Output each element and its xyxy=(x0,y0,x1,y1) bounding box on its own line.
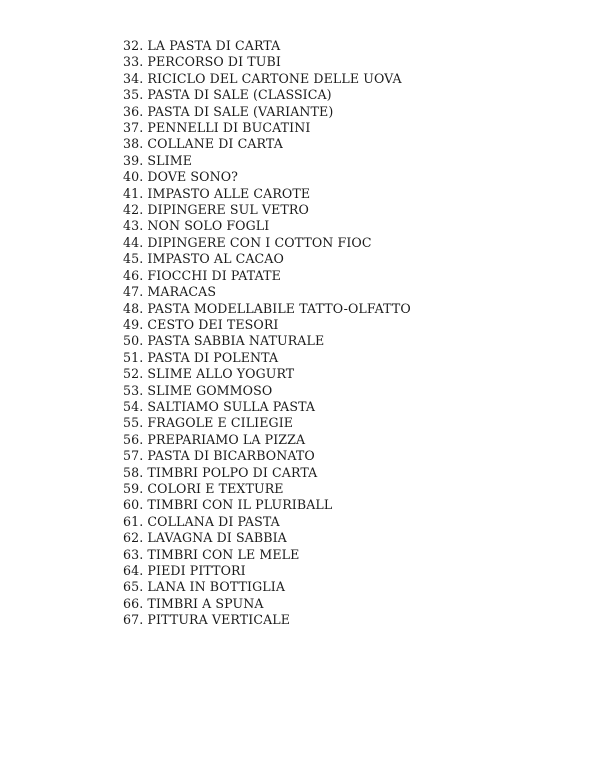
list-item: 39. SLIME xyxy=(123,152,192,168)
list-item: 59. COLORI E TEXTURE xyxy=(123,480,284,496)
list-item: 45. IMPASTO AL CACAO xyxy=(123,251,284,267)
list-item: 64. PIEDI PITTORI xyxy=(123,563,246,578)
list-item: 61. COLLANA DI PASTA xyxy=(123,513,280,529)
list-item: 50. PASTA SABBIA NATURALE xyxy=(123,333,325,349)
list-item: 67. PITTURA VERTICALE xyxy=(123,612,291,628)
list-item: 55. FRAGOLE E CILIEGIE xyxy=(123,415,294,431)
list-item: 47. MARACAS xyxy=(123,284,217,300)
list-item: 51. PASTA DI POLENTA xyxy=(123,349,279,365)
list-item: 57. PASTA DI BICARBONATO xyxy=(123,448,315,464)
list-item: 54. SALTIAMO SULLA PASTA xyxy=(123,398,316,414)
list-item: 44. DIPINGERE CON I COTTON FIOC xyxy=(123,234,372,250)
list-item: 41. IMPASTO ALLE CAROTE xyxy=(123,185,311,201)
list-item: 46. FIOCCHI DI PATATE xyxy=(123,267,281,283)
list-item: 38. COLLANE DI CARTA xyxy=(123,136,283,152)
list-item: 48. PASTA MODELLABILE TATTO-OLFATTO xyxy=(123,300,411,316)
list-item: 56. PREPARIAMO LA PIZZA xyxy=(123,431,306,447)
list-item: 53. SLIME GOMMOSO xyxy=(123,382,273,398)
list-item: 49. CESTO DEI TESORI xyxy=(123,316,279,332)
list-item: 62. LAVAGNA DI SABBIA xyxy=(123,530,287,546)
list-item: 43. NON SOLO FOGLI xyxy=(123,218,270,234)
activity-list xyxy=(123,38,411,629)
list-item: 36. PASTA DI SALE (VARIANTE) xyxy=(123,103,334,119)
list-item: 37. PENNELLI DI BUCATINI xyxy=(123,120,311,136)
list-item: 34. RICICLO DEL CARTONE DELLE UOVA xyxy=(123,70,402,86)
list-item: 65. LANA IN BOTTIGLIA xyxy=(123,579,286,595)
list-item: 63. TIMBRI CON LE MELE xyxy=(123,546,300,562)
list-item: 32. LA PASTA DI CARTA xyxy=(123,38,281,53)
list-item: 66. TIMBRI A SPUNA xyxy=(123,595,264,611)
list-item: 35. PASTA DI SALE (CLASSICA) xyxy=(123,87,332,103)
list-item: 33. PERCORSO DI TUBI xyxy=(123,54,281,70)
list-item: 42. DIPINGERE SUL VETRO xyxy=(123,202,309,218)
list-item: 52. SLIME ALLO YOGURT xyxy=(123,366,295,382)
list-item: 58. TIMBRI POLPO DI CARTA xyxy=(123,464,318,480)
list-item: 60. TIMBRI CON IL PLURIBALL xyxy=(123,497,333,513)
list-item: 40. DOVE SONO? xyxy=(123,169,238,185)
